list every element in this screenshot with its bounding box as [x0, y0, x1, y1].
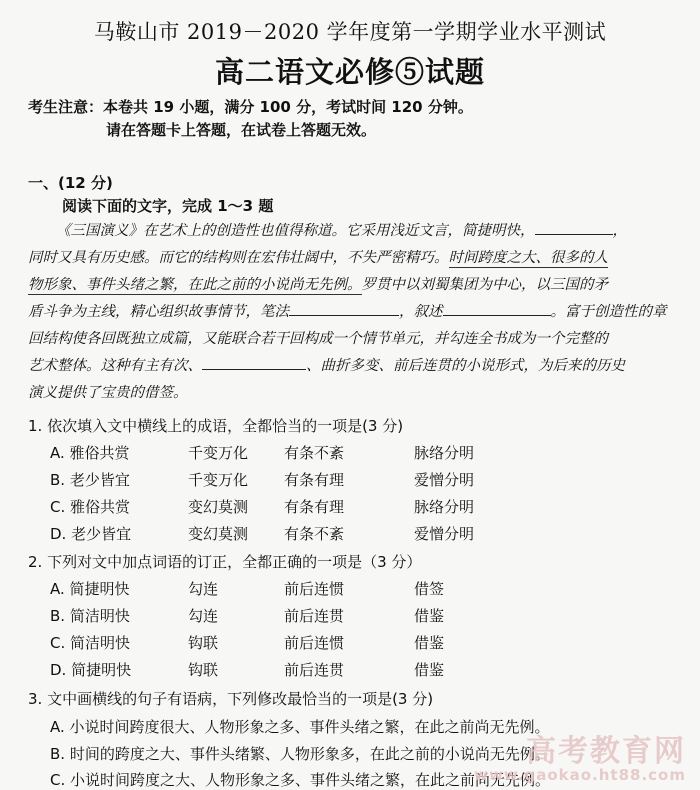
question-2-stem: 2. 下列对文中加点词语的订正，全都正确的一项是（3 分）	[28, 553, 422, 571]
passage-line-7: 演义提供了宝贵的借签。	[28, 385, 188, 401]
notice-line-2: 请在答题卡上答题，在试卷上答题无效。	[106, 121, 377, 139]
q3-option-a: A. 小说时间跨度很大、人物形象之多、事件头绪之繁，在此之前尚无先例。	[50, 718, 550, 736]
q1-option-b: B. 老少皆宜 千变万化 有条有理 爱憎分明	[50, 471, 475, 489]
q3-option-b: B. 时间的跨度之大、事件头绪繁、人物形象多，在此之前的小说尚无先例。	[50, 745, 550, 763]
section-instruction: 阅读下面的文字，完成 1～3 题	[62, 197, 274, 215]
q3-option-c: C. 小说时间跨度之大、人物形象之多、事件头绪之繁，在此之前尚无先例。	[50, 771, 551, 789]
q2-option-b: B. 简洁明快 勾连 前后连贯 借鉴	[50, 607, 445, 625]
watermark	[474, 726, 686, 784]
q1-option-d: D. 老少皆宜 变幻莫测 有条不紊 爱憎分明	[50, 525, 475, 543]
q1-option-c: C. 雅俗共赏 变幻莫测 有条有理 脉络分明	[50, 498, 475, 516]
q2-option-d: D. 简捷明快 钩联 前后连贯 借鉴	[50, 661, 445, 679]
section-heading: 一、(12 分)	[28, 174, 113, 192]
question-1-stem: 1. 依次填入文中横线上的成语，全都恰当的一项是(3 分)	[28, 417, 404, 435]
underlined-sentence: 时间跨度之大、很多的人	[448, 250, 608, 266]
answer-blank-2	[289, 301, 399, 316]
passage-line-2: 同时又具有历史感。而它的结构则在宏伟壮阔中，不失严密精巧。时间跨度之大、很多的人	[28, 250, 608, 266]
exam-notice	[28, 96, 473, 142]
answer-blank-1	[535, 220, 613, 235]
q2-option-a: A. 简捷明快 勾连 前后连惯 借签	[50, 580, 445, 598]
exam-title: 马鞍山市 2019－2020 学年度第一学期学业水平测试	[93, 20, 607, 44]
watermark-text: 高考教育网	[526, 734, 686, 769]
watermark-url: www.gaokao.ht88.com	[474, 766, 686, 784]
answer-blank-3	[443, 301, 551, 316]
q2-option-c: C. 简洁明快 钩联 前后连惯 借鉴	[50, 634, 445, 652]
passage-line-1: 《三国演义》在艺术上的创造性也值得称道。它采用浅近文言，简捷明快， ，	[28, 218, 676, 245]
q1-option-a: A. 雅俗共赏 千变万化 有条不紊 脉络分明	[50, 444, 475, 462]
underlined-sentence-cont: 物形象、事件头绪之繁，在此之前的小说尚无先例。	[28, 277, 362, 293]
notice-line-1: 考生注意：本卷共 19 小题，满分 100 分，考试时间 120 分钟。	[28, 98, 473, 116]
answer-blank-4	[202, 355, 306, 370]
passage-line-4: 盾斗争为主线，精心组织故事情节，笔法 ，叙述 。富于创造性的章	[28, 299, 676, 326]
passage-line-6: 艺术整体。这种有主有次、 、曲折多变、前后连贯的小说形式，为后来的历史	[28, 353, 676, 380]
passage-line-5: 回结构使各回既独立成篇，又能联合若干回构成一个情节单元，并勾连全书成为一个完整的	[28, 331, 608, 347]
reading-passage	[28, 218, 676, 407]
passage-line-3: 物形象、事件头绪之繁，在此之前的小说尚无先例。罗贯中以刘蜀集团为中心，以三国的矛	[28, 277, 608, 293]
exam-subtitle: 高二语文必修⑤试题	[214, 55, 485, 89]
question-3-stem: 3. 文中画横线的句子有语病，下列修改最恰当的一项是(3 分)	[28, 690, 434, 708]
